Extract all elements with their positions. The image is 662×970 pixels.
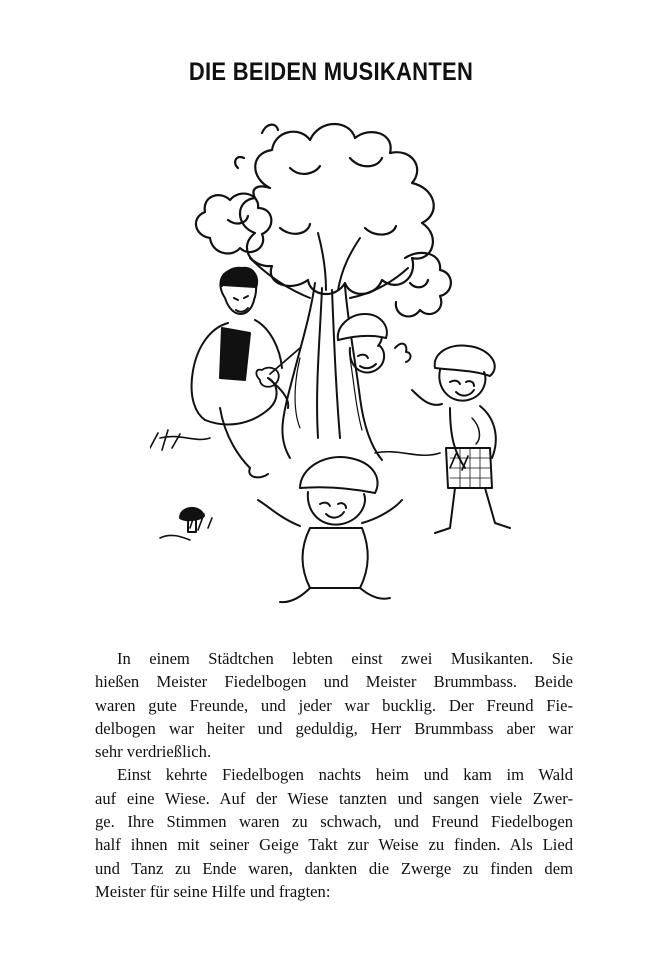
paragraph-1-line-2: hießen Meister Fiedelbogen und Meister Brummbass. Beide xyxy=(95,672,573,692)
paragraph-1-line-4: delbogen war heiter und geduldig, Herr Brummbass aber war xyxy=(95,718,573,738)
dwarf-figure-2 xyxy=(412,345,510,533)
story-illustration xyxy=(150,108,520,608)
paragraph-1-line-1: In einem Städtchen lebten einst zwei Musikanten. Sie xyxy=(117,649,573,668)
paragraph-2-line-1: Einst kehrte Fiedelbogen nachts heim und kam im Wald xyxy=(117,765,573,785)
tree-canopy xyxy=(196,124,451,316)
paragraph-1-line-5: sehr verdrießlich. xyxy=(95,742,212,762)
story-text xyxy=(95,647,573,903)
paragraph-1 xyxy=(95,647,573,763)
dwarf-figure-1 xyxy=(338,314,411,373)
page-title: DIE BEIDEN MUSIKANTEN xyxy=(188,58,474,86)
paragraph-2-line-5: und Tanz zu Ende waren, dankten die Zwerge zu finden dem xyxy=(95,858,573,878)
paragraph-1-line-3: waren gute Freunde, und jeder war bucklig. Der Freund Fie- xyxy=(95,695,573,715)
tree-trunk xyxy=(250,233,408,460)
illustration-musicians-dwarfs-tree-icon xyxy=(150,108,520,608)
paragraph-2-line-6: Meister für seine Hilfe und fragten: xyxy=(95,881,331,901)
paragraph-2 xyxy=(95,763,573,903)
violin-icon xyxy=(256,348,300,387)
paragraph-2-line-4: half ihnen mit seiner Geige Takt zur Weise zu finden. Als Lied xyxy=(95,835,573,855)
mushroom xyxy=(180,508,204,532)
paragraph-2-line-3: ge. Ihre Stimmen waren zu schwach, und Freund Fiedelbogen xyxy=(95,812,573,832)
musician-figure xyxy=(192,268,289,478)
paragraph-2-line-2: auf eine Wiese. Auf der Wiese tanzten und sangen viele Zwer- xyxy=(95,788,573,808)
dwarf-figure-3 xyxy=(258,457,402,602)
